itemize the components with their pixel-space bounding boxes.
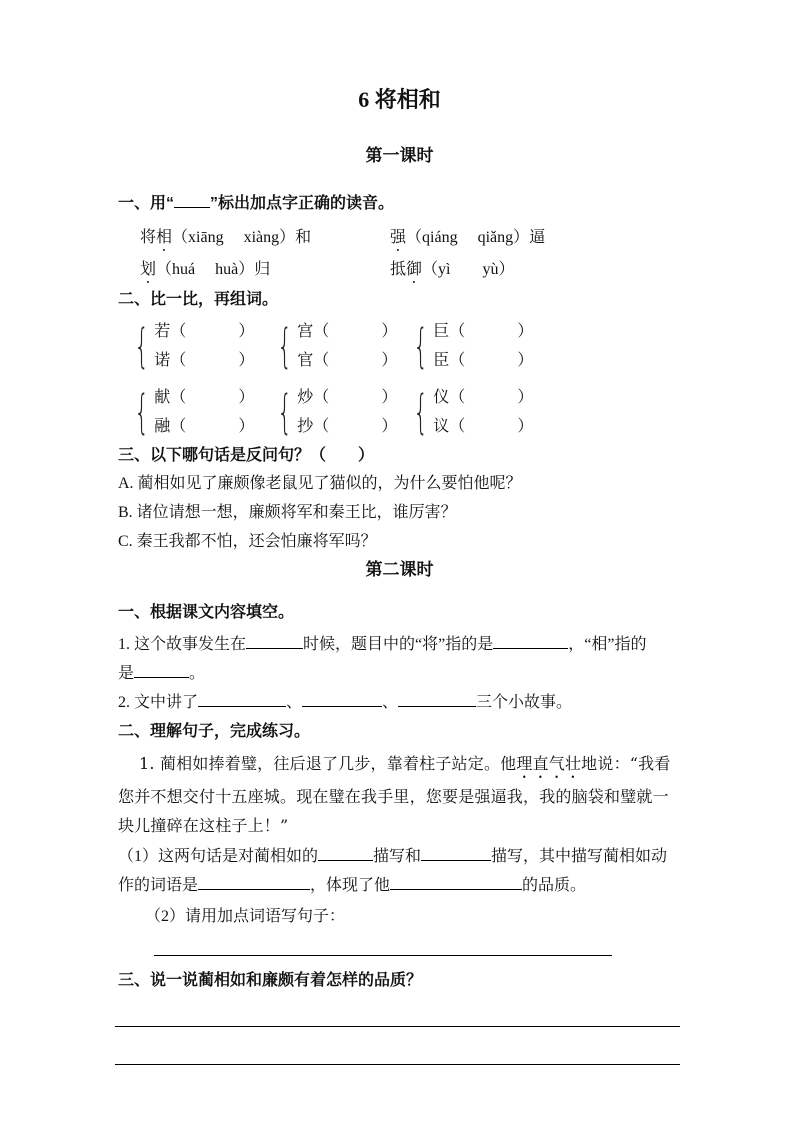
fill-blank bbox=[421, 845, 491, 861]
brace: { bbox=[413, 385, 428, 439]
p2-section2-heading: 二、理解句子，完成练习。 bbox=[118, 723, 311, 740]
word-pair-4: { 献（ ） 融（ ） bbox=[134, 385, 255, 439]
fill-blank bbox=[493, 633, 568, 649]
fill-blank bbox=[174, 192, 210, 208]
fill-blank bbox=[246, 633, 303, 649]
fill-blank bbox=[398, 691, 476, 707]
option-a: A. 蔺相如见了廉颇像老鼠见了猫似的，为什么要怕他呢？ bbox=[118, 475, 522, 492]
fill-blank bbox=[198, 874, 310, 890]
quoted-passage: 1. 蔺相如捧着璧，往后退了几步，靠着柱子站定。他理直气壮地说：“我看您并不想交付十五座城。现在璧在我手里，您要是强逼我，我的脑袋和璧就一块儿撞碎在这柱子上！” bbox=[118, 754, 671, 835]
question-1-line1: （1）这两句话是对蔺相如的 描写和 描写，其中描写蔺相如动 bbox=[118, 842, 681, 871]
word-pair-5: { 炒（ ） 抄（ ） bbox=[277, 385, 398, 439]
brace: { bbox=[413, 319, 428, 373]
multiple-choice-options bbox=[118, 469, 681, 556]
fill-blank bbox=[134, 662, 189, 678]
p2-section1-heading: 一、根据课文内容填空。 bbox=[118, 604, 295, 621]
word-pairs-exercise bbox=[127, 317, 681, 441]
word-pair-6: { 仪（ ） 议（ ） bbox=[413, 385, 534, 439]
brace: { bbox=[134, 385, 149, 439]
word-pair-1: { 若（ ） 诺（ ） bbox=[134, 319, 255, 373]
question-1-line2: 作的词语是 ，体现了他 的品质。 bbox=[118, 871, 681, 900]
pinyin-word-2: 强（qiáng qiǎng）逼 bbox=[390, 229, 546, 246]
p1-section1-heading: 一、用“ ”标出加点字正确的读音。 bbox=[118, 192, 681, 215]
pinyin-exercise bbox=[118, 223, 681, 287]
lesson-title: 6 将相和 bbox=[358, 87, 441, 112]
dotted-char: 划 bbox=[140, 261, 157, 278]
fill-blank bbox=[318, 845, 373, 861]
session2-header: 第二课时 bbox=[365, 560, 434, 579]
pinyin-word-1: 将相（xiāng xiàng）和 bbox=[140, 229, 312, 246]
question-2: （2）请用加点词语写句子： bbox=[145, 908, 346, 925]
brace: { bbox=[134, 319, 149, 373]
dotted-char: 强 bbox=[390, 229, 407, 246]
fill-blank bbox=[390, 874, 522, 890]
dotted-phrase: 理直气壮 bbox=[516, 754, 582, 773]
answer-rule-line-1 bbox=[115, 1026, 680, 1027]
word-pair-2: { 宫（ ） 官（ ） bbox=[277, 319, 398, 373]
p2-section3-heading: 三、说一说蔺相如和廉颇有着怎样的品质？ bbox=[118, 972, 423, 989]
fill-blank bbox=[302, 691, 382, 707]
answer-writing-line bbox=[154, 955, 612, 956]
option-c: C. 秦王我都不怕，还会怕廉将军吗？ bbox=[118, 533, 377, 550]
fill-item1-line2: 是 。 bbox=[118, 659, 681, 688]
session1-header: 第一课时 bbox=[365, 146, 434, 165]
fill-blank bbox=[198, 691, 286, 707]
brace: { bbox=[277, 319, 292, 373]
brace: { bbox=[277, 385, 292, 439]
p1-section3-heading: 三、以下哪句话是反问句？（ ） bbox=[118, 447, 375, 464]
p1-section2-heading: 二、比一比，再组词。 bbox=[118, 291, 279, 308]
dotted-char: 御 bbox=[406, 261, 423, 278]
pinyin-word-3: 划（huá huà）归 bbox=[140, 261, 271, 278]
fill-item1-line1: 1. 这个故事发生在 时候，题目中的“将”指的是 ，“相”指的 bbox=[118, 630, 681, 659]
option-b: B. 诸位请想一想，廉颇将军和秦王比，谁厉害？ bbox=[118, 504, 457, 521]
dotted-char: 相 bbox=[156, 229, 173, 246]
word-pair-3: { 巨（ ） 臣（ ） bbox=[413, 319, 534, 373]
pinyin-word-4: 抵御（yì yù） bbox=[390, 261, 515, 278]
fill-item2: 2. 文中讲了 、 、 三个小故事。 bbox=[118, 688, 681, 717]
answer-rule-line-2 bbox=[115, 1064, 680, 1065]
